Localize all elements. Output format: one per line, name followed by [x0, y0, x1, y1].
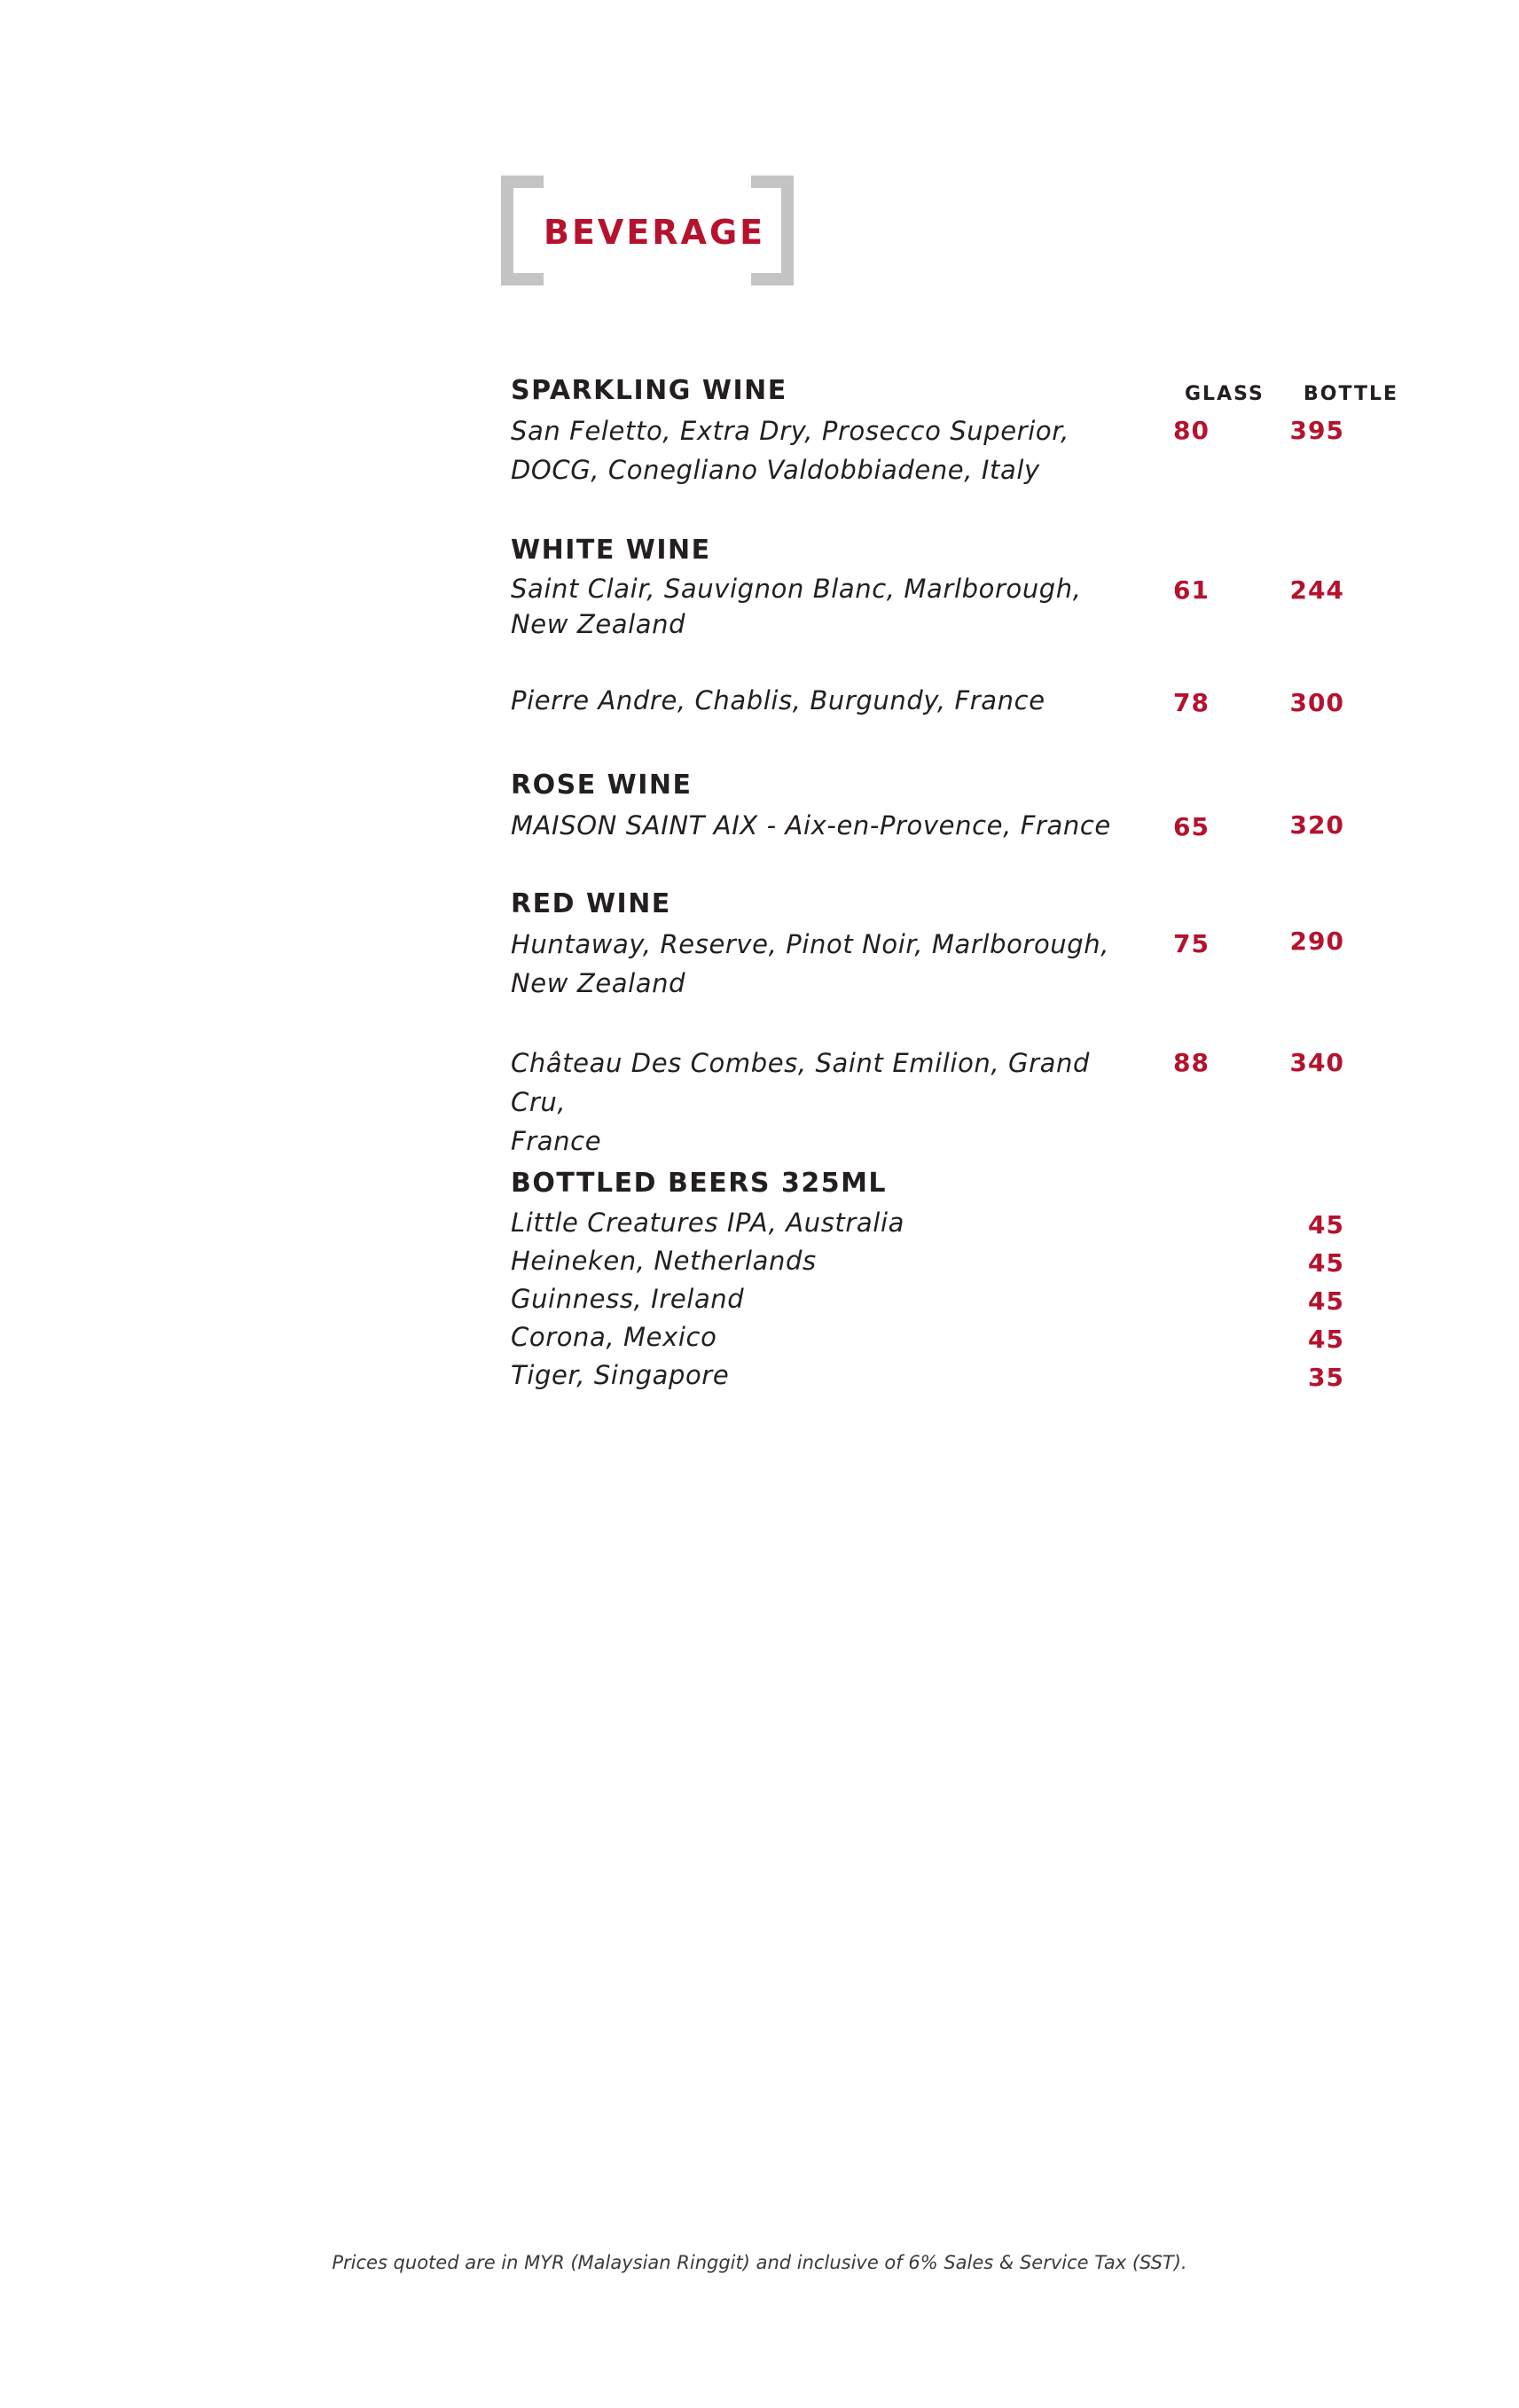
- menu-item: [511, 925, 1398, 1003]
- bottle-price: 45: [1308, 1325, 1344, 1354]
- menu-item: [511, 1318, 1398, 1356]
- menu-item: [511, 1044, 1398, 1161]
- item-name-line: Pierre Andre, Chablis, Burgundy, France: [511, 685, 1045, 715]
- item-name-line: DOCG, Conegliano Valdobbiadene, Italy: [511, 455, 1040, 485]
- item-name-line: New Zealand: [511, 968, 686, 998]
- page-title: BEVERAGE: [544, 213, 766, 252]
- menu-item: [511, 806, 1398, 845]
- glass-price: 80: [1173, 416, 1210, 445]
- item-name-line: New Zealand: [511, 609, 686, 639]
- glass-price: 88: [1173, 1048, 1210, 1077]
- title-frame: [501, 176, 794, 285]
- bottle-price: 244: [1289, 575, 1344, 605]
- section-bottled-beers: [511, 1163, 1398, 1395]
- item-name: Corona, Mexico: [511, 1322, 717, 1352]
- item-name: [511, 411, 1131, 489]
- item-name-line: Saint Clair, Sauvignon Blanc, Marlborough,: [511, 574, 1082, 604]
- bottle-price: 300: [1289, 688, 1344, 717]
- bottle-price: 290: [1289, 926, 1344, 956]
- section-title: ROSE WINE: [511, 770, 693, 801]
- bottle-price: 45: [1308, 1286, 1344, 1316]
- item-name-line: Château Des Combes, Saint Emilion, Grand Cru,: [511, 1048, 1090, 1117]
- section-red-wine: [511, 884, 1398, 1161]
- item-name: [511, 571, 1131, 642]
- item-name: [511, 925, 1131, 1003]
- bottle-price: 45: [1308, 1248, 1344, 1278]
- section-title: BOTTLED BEERS 325ML: [511, 1168, 888, 1199]
- item-name-line: San Feletto, Extra Dry, Prosecco Superior,: [511, 416, 1069, 446]
- bottle-price: 35: [1308, 1363, 1344, 1392]
- menu-item: [511, 571, 1398, 642]
- bottle-price: 320: [1289, 810, 1344, 840]
- section-title: RED WINE: [511, 888, 671, 919]
- menu-item: [511, 1356, 1398, 1395]
- glass-price: 75: [1173, 929, 1210, 958]
- menu-item: [511, 411, 1398, 489]
- bottle-price: 395: [1289, 416, 1344, 445]
- section-title: SPARKLING WINE: [511, 375, 787, 406]
- section-rose-wine: [511, 765, 1398, 845]
- left-bracket-decoration: [501, 176, 544, 285]
- menu-item: [511, 681, 1398, 720]
- item-name: [511, 1044, 1131, 1161]
- item-name-line: Huntaway, Reserve, Pinot Noir, Marlborough,: [511, 929, 1110, 959]
- section-white-wine: [511, 530, 1398, 720]
- item-name: Tiger, Singapore: [511, 1360, 730, 1390]
- item-name: [511, 806, 1131, 845]
- item-name: [511, 681, 1131, 720]
- section-title: WHITE WINE: [511, 535, 711, 566]
- item-name: Little Creatures IPA, Australia: [511, 1208, 904, 1238]
- bottle-price: 340: [1289, 1048, 1344, 1077]
- glass-price: 78: [1173, 688, 1210, 717]
- item-name-line: France: [511, 1126, 602, 1156]
- glass-price: 65: [1173, 812, 1210, 841]
- menu-item: [511, 1242, 1398, 1280]
- item-name-line: MAISON SAINT AIX - Aix-en-Provence, France: [511, 810, 1111, 840]
- glass-price: 61: [1173, 575, 1210, 605]
- bottle-price: 45: [1308, 1210, 1344, 1239]
- menu-item: [511, 1204, 1398, 1242]
- price-disclaimer: Prices quoted are in MYR (Malaysian Ringgit) and inclusive of 6% Sales & Service Tax (SST).: [332, 2252, 1187, 2273]
- section-sparkling-wine: [511, 371, 1398, 489]
- column-header-bottle: BOTTLE: [1304, 383, 1399, 405]
- menu-item: [511, 1280, 1398, 1318]
- item-name: Heineken, Netherlands: [511, 1246, 817, 1276]
- item-name: Guinness, Ireland: [511, 1284, 745, 1314]
- column-header-glass: GLASS: [1185, 383, 1265, 405]
